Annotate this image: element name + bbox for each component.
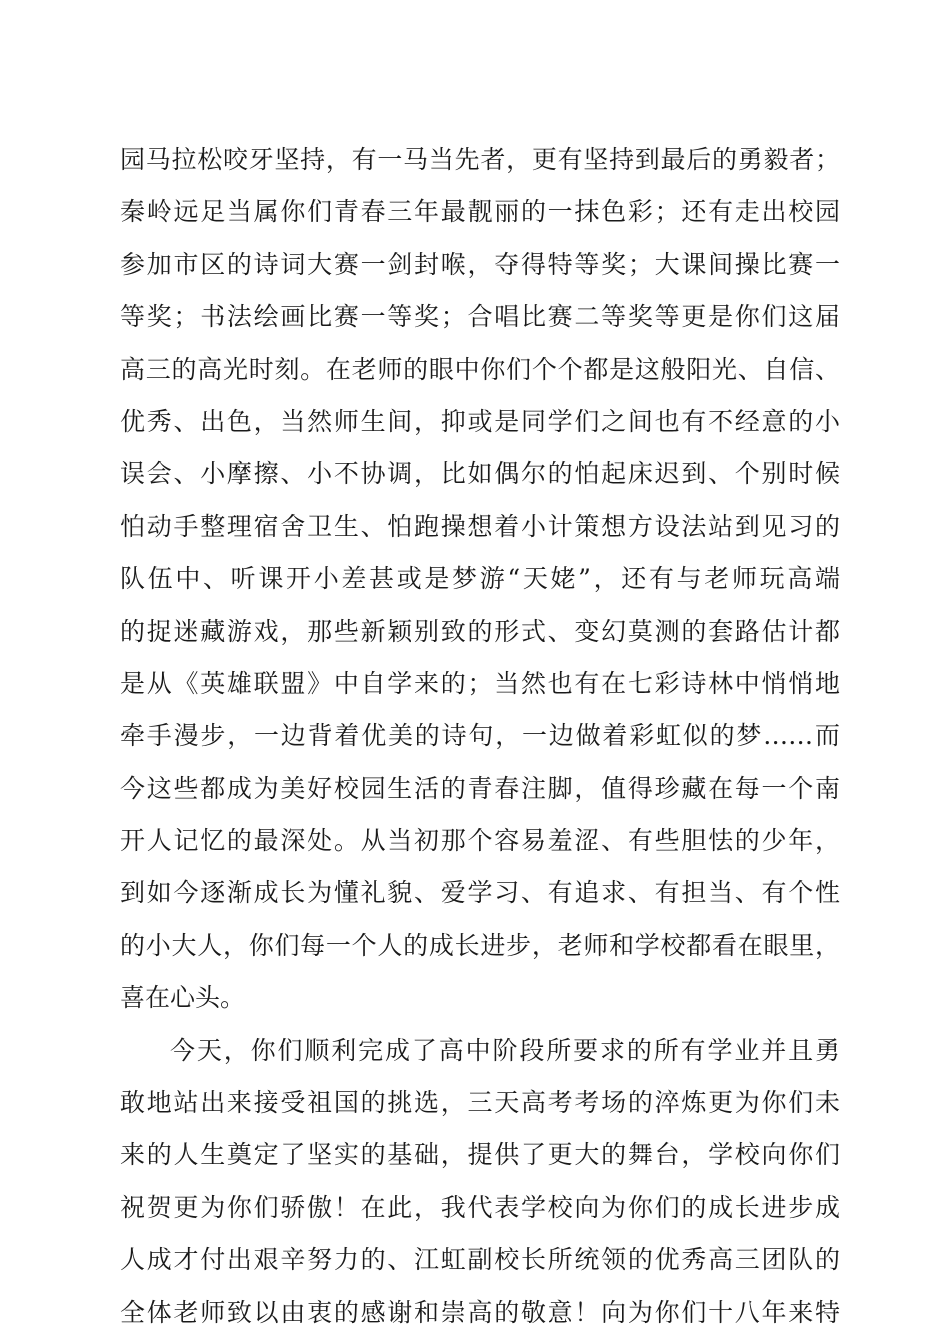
text-line: 人成才付出艰辛努力的、江虹副校长所统领的优秀高三团队的: [120, 1245, 840, 1275]
text-line: 怕动手整理宿舍卫生、怕跑操想着小计策想方设法站到见习的: [120, 511, 840, 541]
body-text: [120, 134, 840, 1339]
text-line: 到如今逐渐成长为懂礼貌、爱学习、有追求、有担当、有个性: [120, 878, 840, 908]
text-line: 等奖；书法绘画比赛一等奖；合唱比赛二等奖等更是你们这届: [120, 302, 840, 332]
text-line: 来的人生奠定了坚实的基础，提供了更大的舞台，学校向你们: [120, 1140, 840, 1170]
text-line: 队伍中、听课开小差甚或是梦游“天姥”，还有与老师玩高端: [120, 564, 840, 594]
text-line: 全体老师致以由衷的感谢和崇高的敬意！向为你们十八年来特: [120, 1297, 840, 1327]
text-line: 园马拉松咬牙坚持，有一马当先者，更有坚持到最后的勇毅者；: [120, 145, 840, 174]
text-line: 的小大人，你们每一个人的成长进步，老师和学校都看在眼里，: [120, 930, 840, 960]
text-line: 是从《英雄联盟》中自学来的；当然也有在七彩诗林中悄悄地: [120, 668, 840, 698]
paragraph-start-line: 今天，你们顺利完成了高中阶段所要求的所有学业并且勇: [170, 1035, 840, 1065]
text-line: 的捉迷藏游戏，那些新颖别致的形式、变幻莫测的套路估计都: [120, 616, 840, 646]
text-line: 秦岭远足当属你们青春三年最靓丽的一抹色彩；还有走出校园: [120, 197, 840, 227]
text-line: 牵手漫步，一边背着优美的诗句，一边做着彩虹似的梦……而: [120, 721, 840, 751]
text-line: 开人记忆的最深处。从当初那个容易羞涩、有些胆怯的少年，: [120, 826, 840, 856]
text-line: 高三的高光时刻。在老师的眼中你们个个都是这般阳光、自信、: [120, 354, 840, 384]
text-line: 祝贺更为你们骄傲！在此，我代表学校向为你们的成长进步成: [120, 1192, 840, 1222]
text-line: 敢地站出来接受祖国的挑选，三天高考考场的淬炼更为你们未: [120, 1088, 840, 1118]
paragraph-end-line: 喜在心头。: [120, 983, 246, 1013]
text-line: 优秀、出色，当然师生间，抑或是同学们之间也有不经意的小: [120, 406, 840, 436]
text-line: 误会、小摩擦、小不协调，比如偶尔的怕起床迟到、个别时候: [120, 459, 840, 489]
text-line: 参加市区的诗词大赛一剑封喉，夺得特等奖；大课间操比赛一: [120, 249, 840, 279]
text-line: 今这些都成为美好校园生活的青春注脚，值得珍藏在每一个南: [120, 773, 840, 803]
